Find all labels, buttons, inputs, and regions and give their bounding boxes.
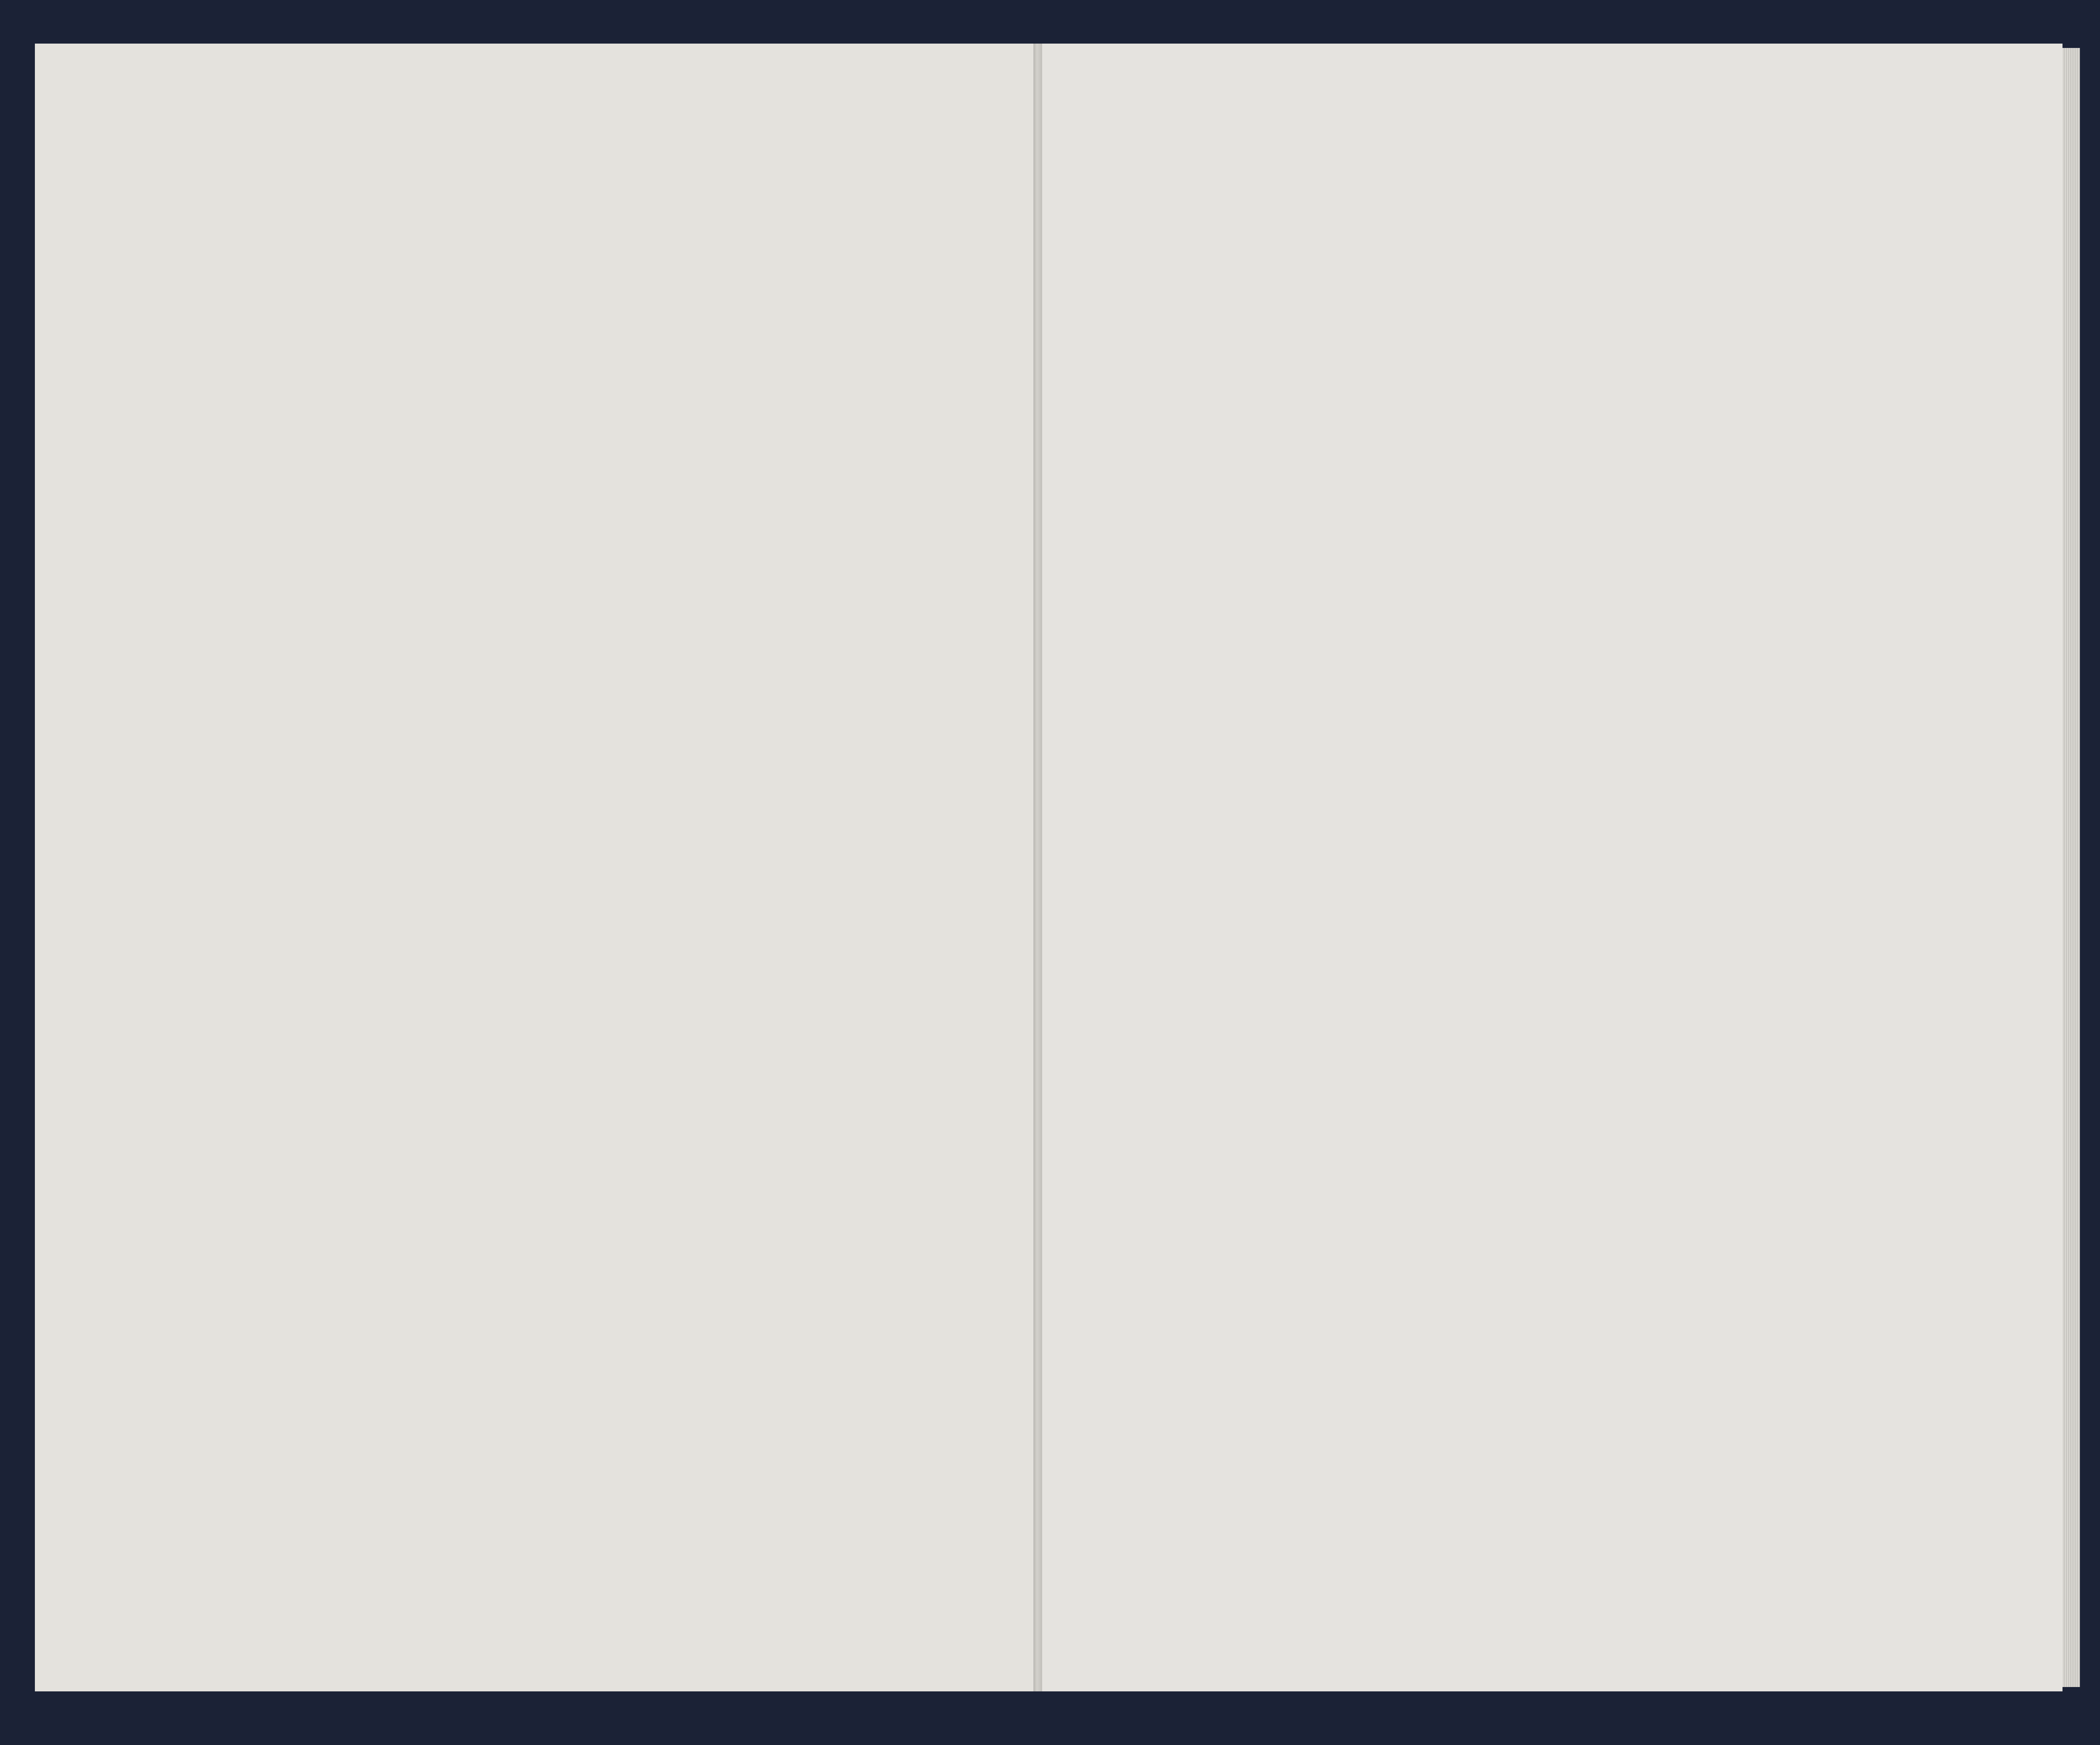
left-page — [35, 44, 1033, 1691]
right-page — [1042, 44, 2062, 1691]
book-gutter — [1033, 44, 1042, 1691]
page-edges — [2062, 48, 2080, 1687]
